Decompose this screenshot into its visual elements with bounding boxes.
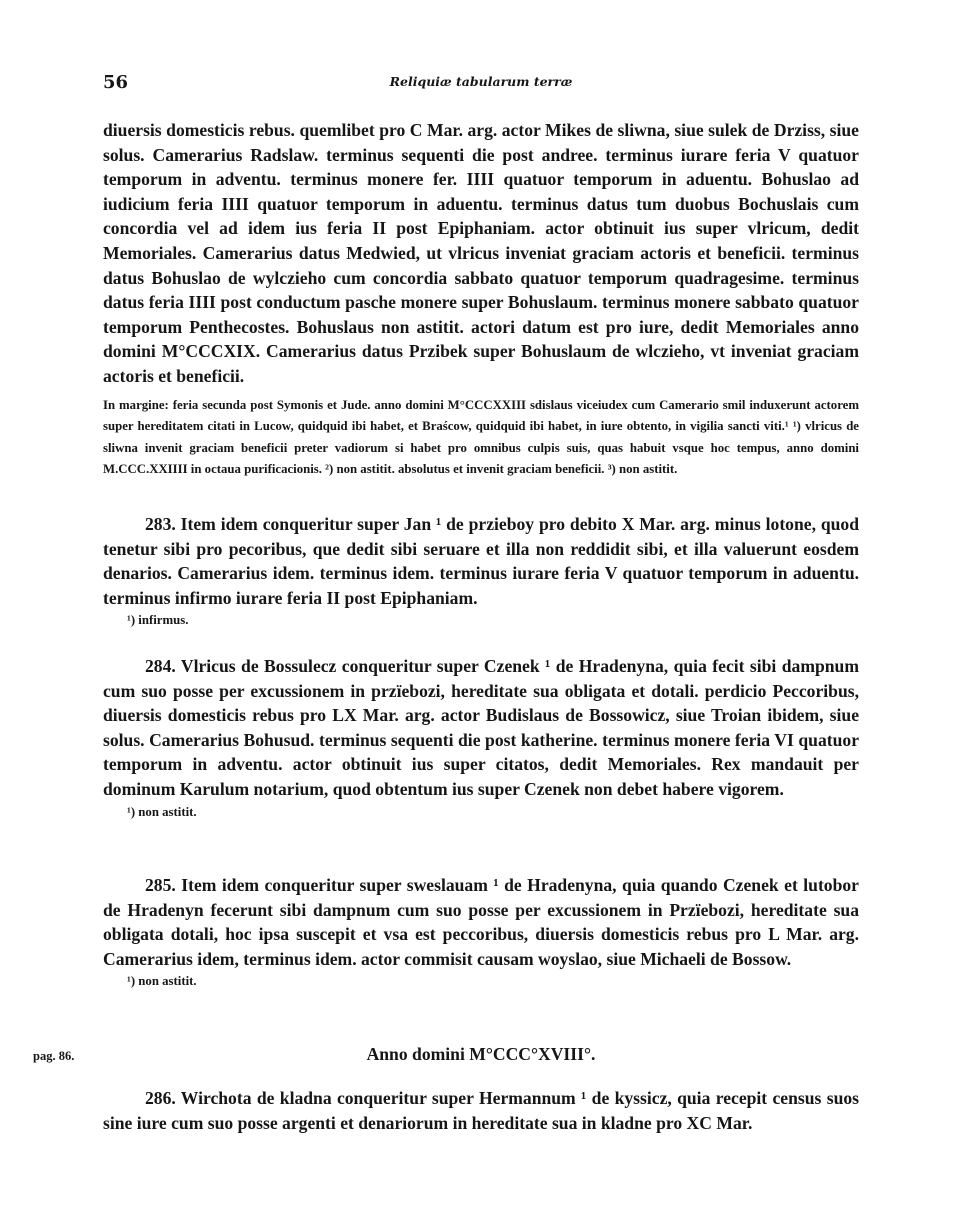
entry-text: 284. Vlricus de Bossulecz conqueritur super Czenek ¹ de Hradenyna, quia fecit sibi dampnum cum suo posse per excussionem in przïebozi, hereditate sua obligata et dotali. perdicio Peccoribus, diuersis domesticis rebus pro LX Mar. arg. actor Budislaus de Bossowicz, siue Troian ibidem, siue solus. Camerarius Bohusud. terminus sequenti die post katherine. terminus monere feria VI quatuor temporum in adventu. actor obtinuit ius super citatos, dedit Memoriales. Rex mandauit per dominum Karulum notarium, quod obtentum ius super Czenek non debet habere vigorem.: [103, 656, 859, 799]
running-title: Reliquiæ tabularum terræ: [389, 74, 573, 89]
entry-footnote: ¹) non astitit.: [127, 804, 197, 819]
entry-footnote: ¹) non astitit.: [127, 974, 197, 989]
entry-286: [103, 1086, 859, 1135]
entry-285: [103, 873, 859, 991]
page-header: [103, 72, 859, 96]
continuation-block: [103, 118, 859, 481]
entry-283: [103, 512, 859, 630]
margin-note: In margine: feria secunda post Symonis et Jude. anno domini M°CCCXXIII sdislaus viceiudex cum Camerario smil induxerunt actorem super hereditatem citati in Lucow, quidquid ibi habet, et Braścow, quidquid ibi habet, in iure obtento, in vigilia sancti viti.¹ ¹) vlricus de sliwna invenit graciam beneficii preter vadiorum si habet pro omnibus culpis suis, quas habuit vsque hoc tempus, anno domini M.CCC.XXIIII in octaua purificacionis. ²) non astitit. absolutus et invenit graciam beneficii. ³) non astitit.: [103, 397, 859, 477]
margin-page-reference: pag. 86.: [33, 1049, 75, 1063]
entry-text: 283. Item idem conqueritur super Jan ¹ de przieboy pro debito X Mar. arg. minus lotone, quod tenetur sibi pro pecoribus, que dedit sibi seruare et illa non reddidit sibi, et illa valuerunt eosdem denarios. Camerarius idem. terminus idem. terminus iurare feria V quatuor temporum in aduentu. terminus infirmo iurare feria II post Epiphaniam.: [103, 514, 859, 608]
year-heading: Anno domini M°CCC°XVIII°.: [366, 1044, 596, 1064]
entry-text: 285. Item idem conqueritur super sweslauam ¹ de Hradenyna, quia quando Czenek et lutobor de Hradenyn fecerunt sibi dampnum cum suo posse per excussionem in Przïebozi, hereditate sua obligata dotali, hoc ipsa suscepit et vsa est peccoribus, diuersis domesticis rebus pro L Mar. arg. Camerarius idem, terminus idem. actor commisit causam woyslao, siue Michaeli de Bossow.: [103, 875, 859, 969]
continuation-paragraph: diuersis domesticis rebus. quemlibet pro C Mar. arg. actor Mikes de sliwna, siue sulek de Drziss, siue solus. Camerarius Radslaw. terminus sequenti die post andree. terminus iurare feria V quatuor temporum in adventu. terminus monere fer. IIII quatuor temporum in aduentu. Bohuslao ad iudicium feria IIII quatuor temporum in aduentu. terminus datus tum duobus Bochuslais cum concordia vel ad idem ius feria II post Epiphaniam. actor obtinuit ius super vlricum, dedit Memoriales. Camerarius datus Medwied, ut vlricus inveniat graciam actoris et beneficii. terminus datus Bohuslao de wylczieho cum concordia sabbato quatuor temporum quadragesime. terminus datus feria IIII post conductum pasche monere super Bohuslaum. terminus monere sabbato quatuor temporum Penthecostes. Bohuslaus non astitit. actori datum est pro iure, dedit Memoriales anno domini M°CCCXIX. Camerarius datus Przibek super Bohuslaum de wlczieho, vt inveniat graciam actoris et beneficii.: [103, 120, 859, 386]
entry-footnote: ¹) infirmus.: [127, 613, 189, 628]
entry-text: 286. Wirchota de kladna conqueritur super Hermannum ¹ de kyssicz, quia recepit census suos sine iure cum suo posse argenti et denariorum in hereditate sua in kladne pro XC Mar.: [103, 1088, 859, 1133]
entry-284: [103, 654, 859, 822]
page-number: 56: [103, 72, 129, 93]
